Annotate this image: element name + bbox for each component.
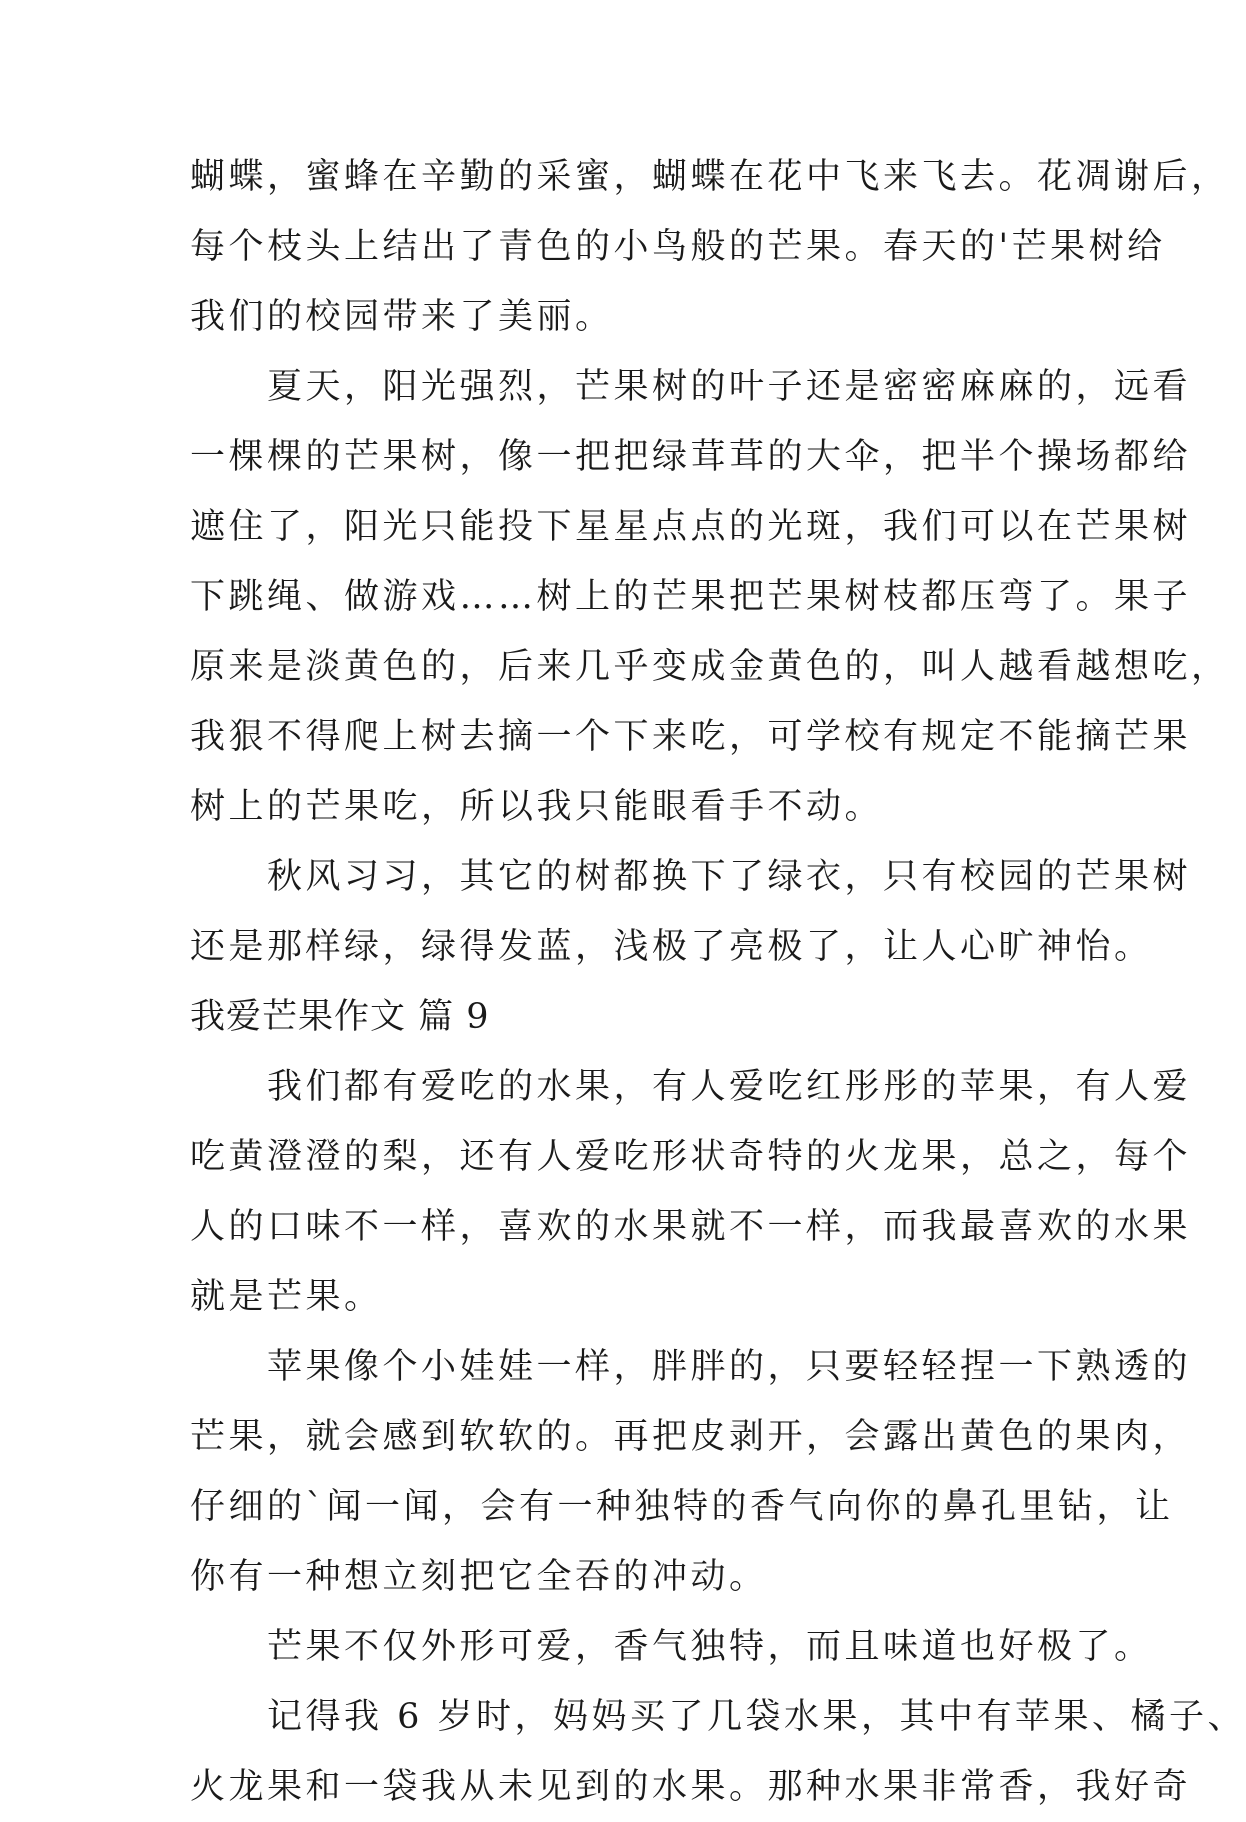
text-line: 就是芒果。 (190, 1277, 383, 1317)
text-line: 吃黄澄澄的梨，还有人爱吃形状奇特的火龙果，总之，每个 (190, 1137, 1192, 1177)
text-line: 原来是淡黄色的，后来几乎变成金黄色的，叫人越看越想吃， (190, 647, 1230, 687)
text-line: 树上的芒果吃，所以我只能眼看手不动。 (190, 787, 884, 827)
text-line: 夏天，阳光强烈，芒果树的叶子还是密密麻麻的，远看 (190, 367, 1192, 407)
text-line: 还是那样绿，绿得发蓝，浅极了亮极了，让人心旷神怡。 (190, 927, 1153, 967)
text-line: 火龙果和一袋我从未见到的水果。那种水果非常香，我好奇 (190, 1767, 1192, 1807)
text-line: 下跳绳、做游戏……树上的芒果把芒果树枝都压弯了。果子 (190, 577, 1192, 617)
text-line: 记得我 6 岁时，妈妈买了几袋水果，其中有苹果、橘子、 (190, 1697, 1246, 1737)
text-line: 芒果，就会感到软软的。再把皮剥开，会露出黄色的果肉， (190, 1417, 1192, 1457)
text-line: 人的口味不一样，喜欢的水果就不一样，而我最喜欢的水果 (190, 1207, 1192, 1247)
text-line: 蝴蝶，蜜蜂在辛勤的采蜜，蝴蝶在花中飞来飞去。花凋谢后， (190, 157, 1230, 197)
text-line: 秋风习习，其它的树都换下了绿衣，只有校园的芒果树 (190, 857, 1192, 897)
text-line: 遮住了，阳光只能投下星星点点的光斑，我们可以在芒果树 (190, 507, 1192, 547)
text-line: 你有一种想立刻把它全吞的冲动。 (190, 1557, 768, 1597)
section-heading: 我爱芒果作文 篇 9 (190, 997, 490, 1037)
text-line: 我狠不得爬上树去摘一个下来吃，可学校有规定不能摘芒果 (190, 717, 1192, 757)
text-line: 我们的校园带来了美丽。 (190, 297, 614, 337)
text-line: 每个枝头上结出了青色的小鸟般的芒果。春天的'芒果树给 (190, 227, 1166, 267)
text-line: 一棵棵的芒果树，像一把把绿茸茸的大伞，把半个操场都给 (190, 437, 1192, 477)
text-line: 我们都有爱吃的水果，有人爱吃红彤彤的苹果，有人爱 (190, 1067, 1192, 1107)
text-line: 仔细的`闻一闻，会有一种独特的香气向你的鼻孔里钻，让 (190, 1487, 1174, 1527)
text-line: 苹果像个小娃娃一样，胖胖的，只要轻轻捏一下熟透的 (190, 1347, 1192, 1387)
document-body (190, 142, 1246, 1822)
text-line: 芒果不仅外形可爱，香气独特，而且味道也好极了。 (190, 1627, 1153, 1667)
